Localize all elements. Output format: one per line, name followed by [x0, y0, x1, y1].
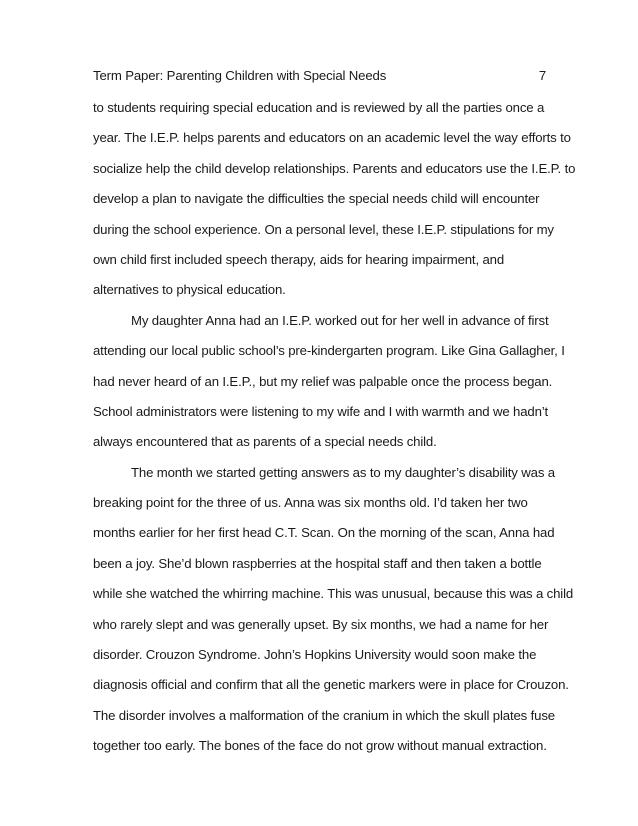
text-line: School administrators were listening to my wife and I with warmth and we hadn’t: [93, 403, 549, 419]
text-line: The disorder involves a malformation of the cranium in which the skull plates fuse: [93, 707, 555, 723]
running-title: Term Paper: Parenting Children with Special Needs: [93, 68, 387, 83]
text-line: socialize help the child develop relationships. Parents and educators use the I.E.P. to: [93, 160, 576, 176]
text-line: attending our local public school’s pre-kindergarten program. Like Gina Gallagher, I: [93, 343, 565, 359]
body-text: [93, 93, 576, 762]
text-line: own child first included speech therapy, aids for hearing impairment, and: [93, 251, 505, 267]
text-line: breaking point for the three of us. Anna was six months old. I’d taken her two: [93, 495, 528, 511]
text-line: develop a plan to navigate the difficulties the special needs child will encounter: [93, 191, 540, 207]
paragraph-first-line: The month we started getting answers as to my daughter’s disability was a: [131, 464, 555, 480]
paragraph-first-line: My daughter Anna had an I.E.P. worked out for her well in advance of first: [131, 312, 549, 328]
text-line: year. The I.E.P. helps parents and educators on an academic level the way efforts to: [93, 130, 571, 146]
text-line: who rarely slept and was generally upset. By six months, we had a name for her: [93, 616, 549, 632]
text-line: during the school experience. On a personal level, these I.E.P. stipulations for my: [93, 221, 554, 237]
text-line: diagnosis official and confirm that all the genetic markers were in place for Crouzon.: [93, 677, 569, 693]
text-line: always encountered that as parents of a special needs child.: [93, 434, 437, 450]
text-line: been a joy. She’d blown raspberries at the hospital staff and then taken a bottle: [93, 555, 542, 571]
text-line: months earlier for her first head C.T. Scan. On the morning of the scan, Anna had: [93, 525, 555, 541]
text-line: together too early. The bones of the face do not grow without manual extraction.: [93, 738, 547, 754]
running-header: [93, 68, 546, 88]
text-line: had never heard of an I.E.P., but my relief was palpable once the process began.: [93, 373, 553, 389]
page-number: 7: [538, 68, 546, 83]
text-line: disorder. Crouzon Syndrome. John’s Hopkins University would soon make the: [93, 647, 537, 663]
text-line: alternatives to physical education.: [93, 282, 286, 298]
text-line: while she watched the whirring machine. This was unusual, because this was a child: [93, 586, 574, 602]
text-line: to students requiring special education and is reviewed by all the parties once a: [93, 100, 545, 115]
